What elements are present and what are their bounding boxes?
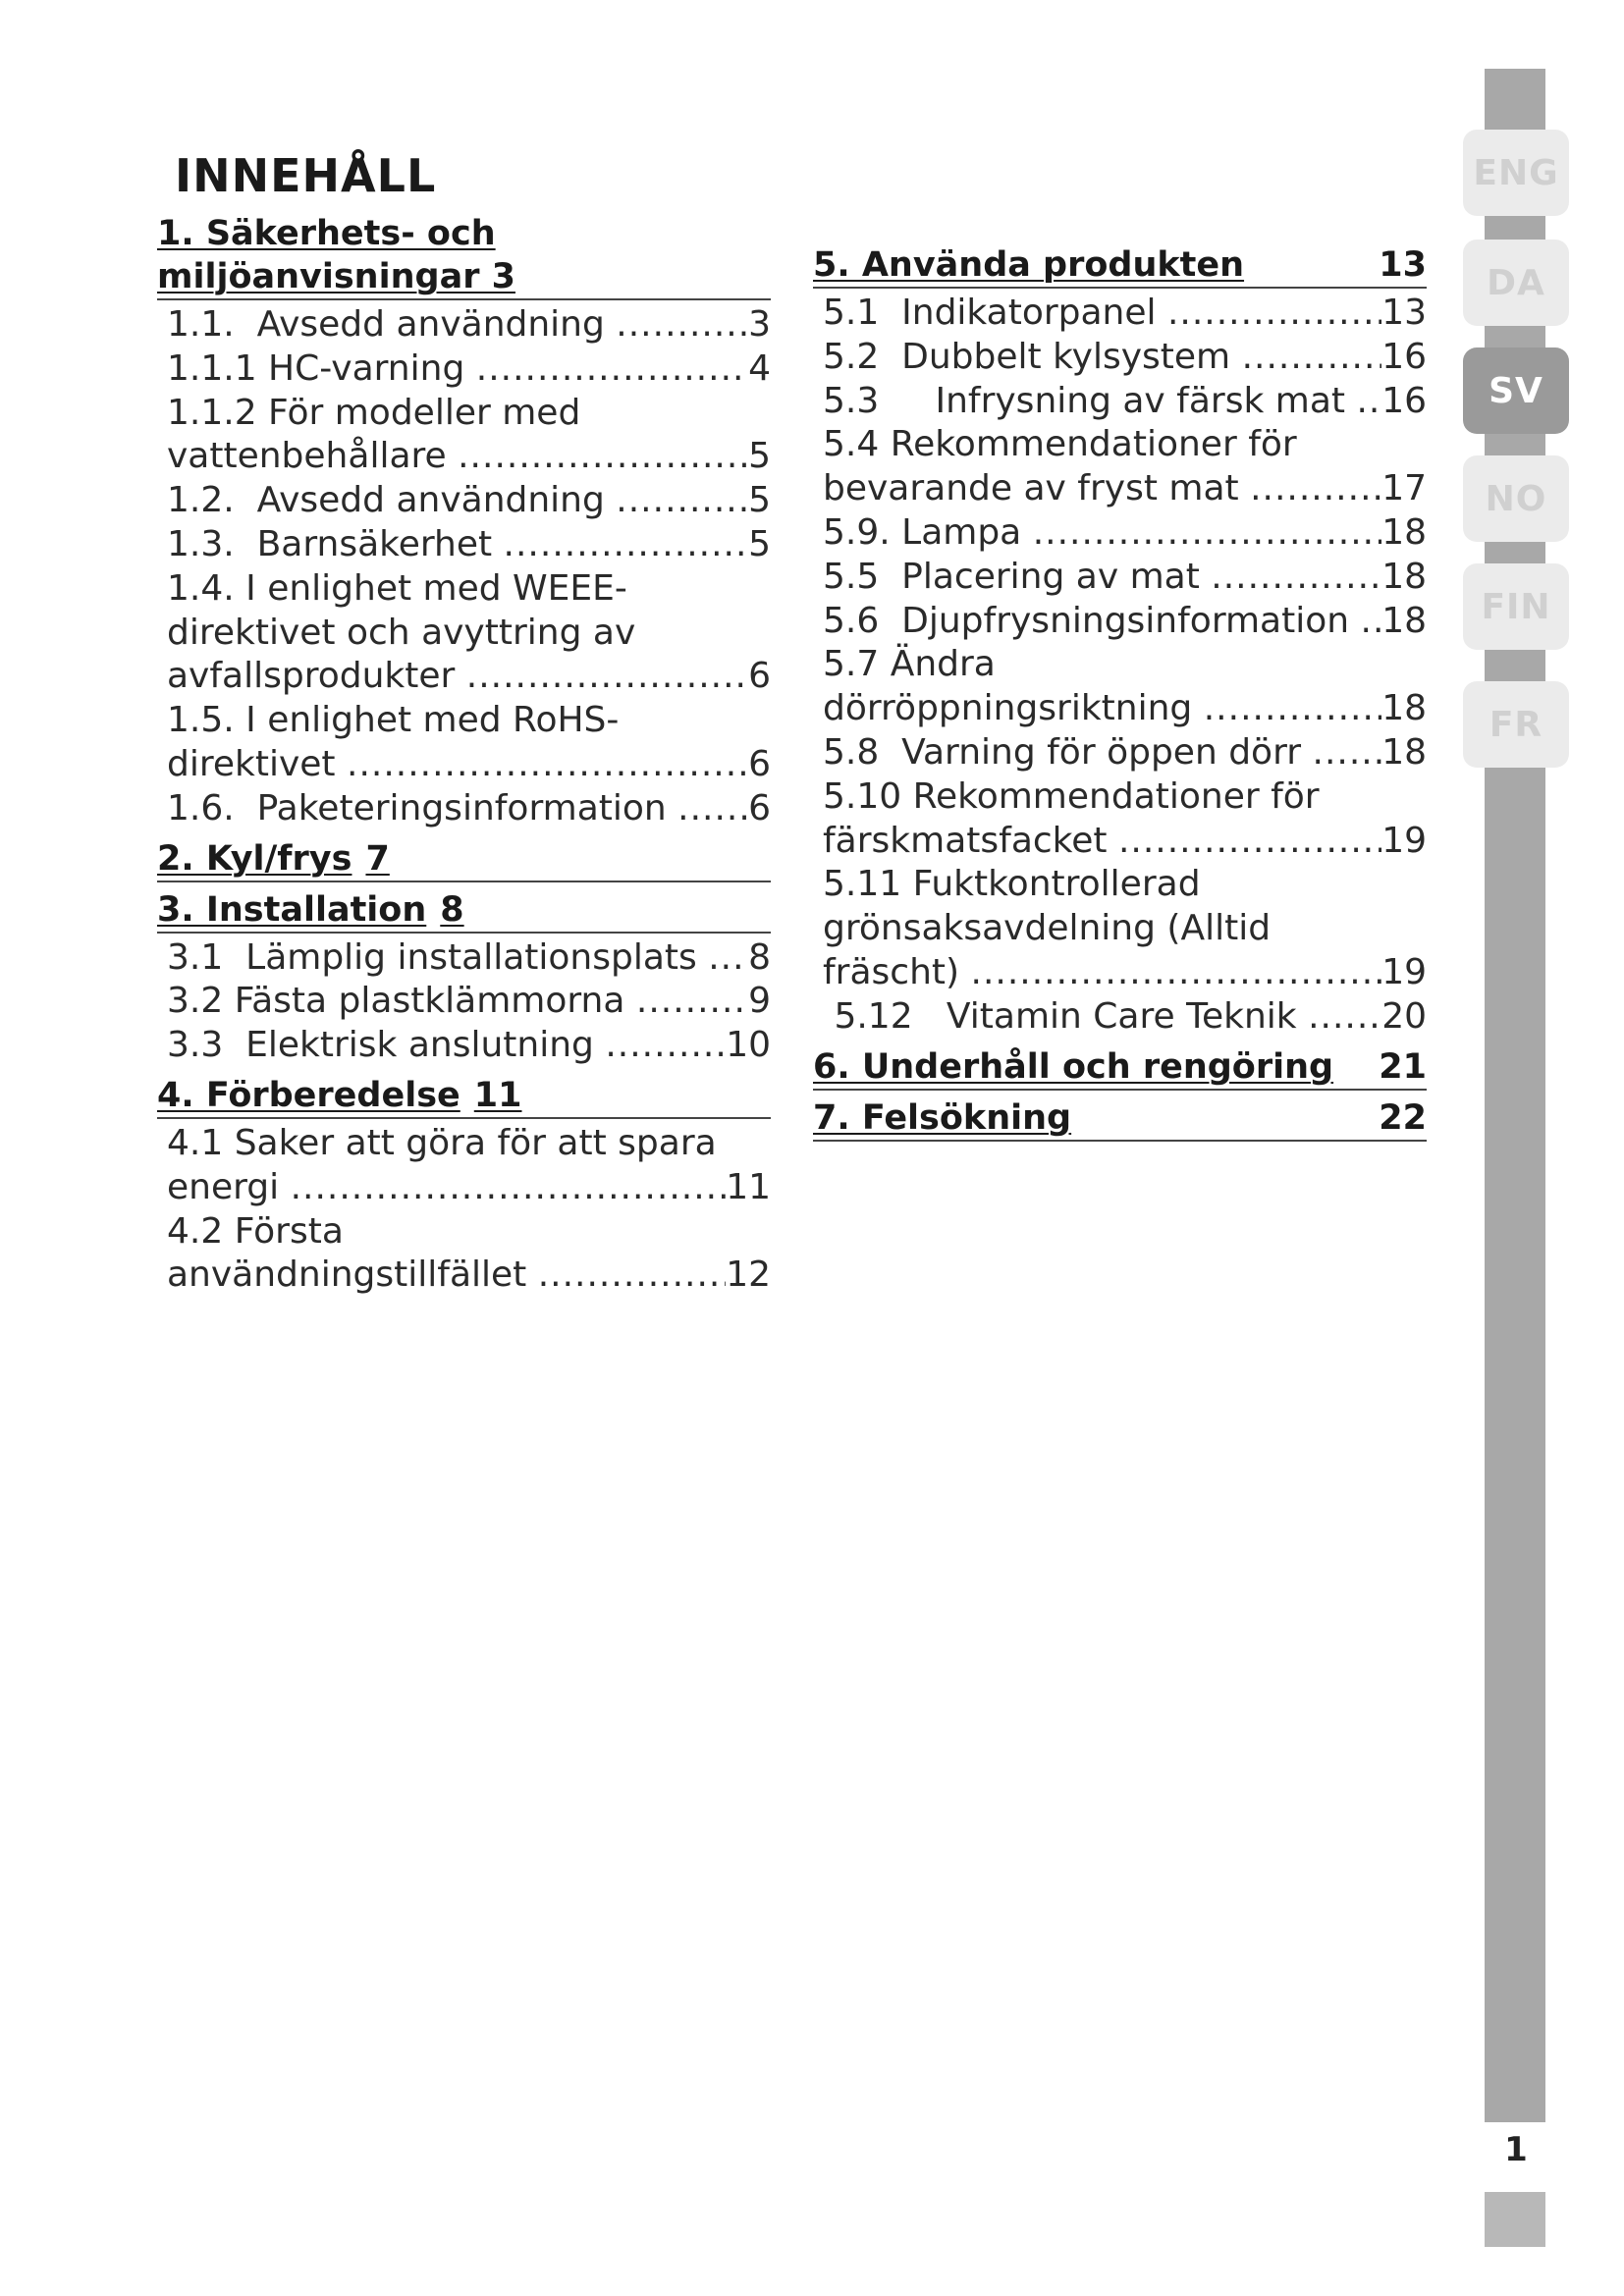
toc-entry[interactable] <box>157 392 771 480</box>
toc-entry-text: 4.2 Första <box>167 1210 344 1252</box>
toc-section-heading[interactable] <box>157 888 771 934</box>
toc-entry-page: 16 <box>1381 380 1427 421</box>
toc-entry-text: 5.1 Indikatorpanel <box>823 293 1167 333</box>
language-tab-fin[interactable]: FIN <box>1463 563 1569 650</box>
toc-entry[interactable] <box>157 1122 771 1210</box>
toc-entry-text: 1.1. Avsedd användning <box>167 304 617 345</box>
toc-entry[interactable] <box>157 787 771 831</box>
toc-section-heading[interactable] <box>157 837 771 882</box>
toc-entry-page: 9 <box>748 981 771 1022</box>
sidebar-bottom-block <box>1485 2192 1545 2247</box>
toc-entry-text: 3.2 Fästa plastklämmorna <box>167 981 636 1022</box>
toc-entry-text: 5.4 Rekommendationer för <box>823 424 1297 465</box>
toc-dot-leader <box>1033 511 1382 556</box>
page-title: INNEHÅLL <box>175 149 437 202</box>
toc-entry[interactable] <box>157 479 771 523</box>
toc-entry-text: 5.8 Varning för öppen dörr <box>823 731 1313 773</box>
toc-entry-page: 5 <box>748 523 771 564</box>
toc-entry-text: 3.1 Lämplig installationsplats <box>167 936 709 978</box>
toc-section-heading[interactable] <box>157 212 771 300</box>
toc-dot-leader <box>1242 336 1382 380</box>
toc-entry[interactable] <box>157 303 771 347</box>
toc-entry-page: 18 <box>1381 688 1427 729</box>
toc-entry-page: 5 <box>748 480 771 521</box>
toc-entry[interactable] <box>157 936 771 981</box>
toc-section-page: 13 <box>1379 245 1427 285</box>
toc-section-page: 7 <box>365 838 390 879</box>
toc-section-heading[interactable] <box>813 1096 1427 1142</box>
toc-dot-leader <box>1167 292 1381 336</box>
toc-entry-text: avfallsprodukter <box>167 656 466 697</box>
toc-entry[interactable] <box>813 380 1427 424</box>
toc-dot-leader <box>971 951 1382 995</box>
toc-entry-text: 5.11 Fuktkontrollerad <box>823 864 1201 905</box>
toc-dot-leader <box>708 936 748 981</box>
toc-entry-text: 1.2. Avsedd användning <box>167 480 617 521</box>
toc-entry-text: 1.5. I enlighet med RoHS- <box>167 700 620 741</box>
toc-section-title: 2. Kyl/frys <box>157 838 352 879</box>
toc-entry-text: 5.2 Dubbelt kylsystem <box>823 336 1242 377</box>
toc-entry[interactable] <box>157 980 771 1024</box>
toc-section-title: 3. Installation <box>157 889 427 930</box>
language-tab-fr[interactable]: FR <box>1463 681 1569 768</box>
toc-section-title-line: miljöanvisningar 3 <box>157 257 515 296</box>
toc-section-title: 6. Underhåll och rengöring <box>813 1046 1334 1087</box>
toc-entry-text: 1.4. I enlighet med WEEE- <box>167 567 627 609</box>
toc-dot-leader <box>466 655 748 699</box>
toc-dot-leader <box>677 787 748 831</box>
language-tab-eng[interactable]: ENG <box>1463 130 1569 216</box>
toc-entry-text: 3.3 Elektrisk anslutning <box>167 1025 606 1066</box>
toc-right-column <box>813 238 1427 1145</box>
toc-entry-page: 18 <box>1381 600 1427 641</box>
toc-entry-page: 17 <box>1381 468 1427 509</box>
toc-entry-text: 1.6. Paketeringsinformation <box>167 787 678 828</box>
toc-section-title: 7. Felsökning <box>813 1097 1072 1138</box>
toc-entry-text: fräscht) <box>823 951 971 992</box>
toc-entry[interactable] <box>813 556 1427 600</box>
toc-dot-leader <box>504 523 749 567</box>
toc-entry-page: 6 <box>748 743 771 784</box>
toc-entry-page: 13 <box>1381 293 1427 333</box>
toc-entry-text: direktivet <box>167 743 347 784</box>
toc-entry-page: 6 <box>748 787 771 828</box>
toc-left-column <box>157 212 771 1298</box>
toc-dot-leader <box>347 743 748 787</box>
toc-entry[interactable] <box>813 292 1427 336</box>
toc-entry-page: 11 <box>726 1166 771 1207</box>
toc-entry-text: bevarande av fryst mat <box>823 468 1251 509</box>
toc-dot-leader <box>1313 731 1382 775</box>
toc-entry[interactable] <box>813 643 1427 731</box>
toc-section-heading[interactable] <box>813 1045 1427 1091</box>
toc-entry[interactable] <box>157 567 771 699</box>
toc-section-page: 8 <box>440 889 464 930</box>
toc-entry-page: 19 <box>1381 820 1427 861</box>
toc-dot-leader <box>1204 687 1381 731</box>
toc-entry-page: 10 <box>726 1025 771 1066</box>
toc-entry-text: 5.5 Placering av mat <box>823 556 1212 597</box>
toc-dot-leader <box>605 1024 726 1068</box>
toc-entry[interactable] <box>157 1210 771 1299</box>
toc-entry-text: energi <box>167 1166 291 1207</box>
toc-dot-leader <box>616 479 748 523</box>
toc-dot-leader <box>476 347 748 392</box>
toc-entry[interactable] <box>157 1024 771 1068</box>
toc-entry-page: 4 <box>748 347 771 389</box>
language-tab-da[interactable]: DA <box>1463 240 1569 326</box>
toc-entry[interactable] <box>813 423 1427 511</box>
toc-entry-page: 3 <box>748 304 771 345</box>
toc-entry-text: användningstillfället <box>167 1255 538 1296</box>
page-number: 1 <box>1504 2130 1528 2169</box>
toc-entry-text: grönsaksavdelning (Alltid <box>823 908 1272 949</box>
toc-dot-leader <box>1308 995 1381 1040</box>
toc-section-page: 21 <box>1379 1046 1427 1087</box>
toc-entry[interactable] <box>813 600 1427 644</box>
toc-entry[interactable] <box>813 863 1427 994</box>
toc-entry-text: dörröppningsriktning <box>823 688 1204 729</box>
toc-entry[interactable] <box>157 347 771 392</box>
toc-dot-leader <box>538 1254 726 1298</box>
toc-dot-leader <box>1211 556 1381 600</box>
toc-entry-text: 5.7 Ändra <box>823 644 996 685</box>
toc-entry[interactable] <box>813 336 1427 380</box>
toc-entry-text: 5.6 Djupfrysningsinformation <box>823 600 1361 641</box>
toc-entry-text: vattenbehållare <box>167 436 459 477</box>
toc-entry-page: 5 <box>748 436 771 477</box>
toc-section-title-line: 1. Säkerhets- och <box>157 214 496 253</box>
toc-entry-text: 5.3 Infrysning av färsk mat <box>823 380 1357 421</box>
toc-section-page: 22 <box>1379 1097 1427 1138</box>
toc-dot-leader <box>458 435 748 479</box>
toc-entry[interactable] <box>157 699 771 787</box>
toc-dot-leader <box>636 980 748 1024</box>
toc-entry-page: 18 <box>1381 731 1427 773</box>
toc-dot-leader <box>1356 380 1381 424</box>
toc-section-title: 4. Förberedelse <box>157 1075 460 1115</box>
toc-entry-text: direktivet och avyttring av <box>167 612 636 653</box>
toc-entry-text: 5.9. Lampa <box>823 511 1033 553</box>
toc-dot-leader <box>291 1166 727 1210</box>
toc-entry[interactable] <box>813 731 1427 775</box>
toc-entry[interactable] <box>157 523 771 567</box>
toc-entry-page: 12 <box>726 1255 771 1296</box>
toc-entry-page: 8 <box>748 936 771 978</box>
toc-entry-page: 16 <box>1381 336 1427 377</box>
toc-entry-text: 1.1.2 För modeller med <box>167 392 581 433</box>
toc-entry[interactable] <box>813 511 1427 556</box>
toc-entry-text: 1.1.1 HC-varning <box>167 347 476 389</box>
toc-entry-page: 19 <box>1381 951 1427 992</box>
language-tab-sv[interactable]: SV <box>1463 347 1569 434</box>
toc-dot-leader <box>616 303 748 347</box>
toc-entry[interactable] <box>813 775 1427 864</box>
toc-dot-leader <box>1118 820 1381 864</box>
toc-entry-page: 18 <box>1381 556 1427 597</box>
toc-entry-page: 18 <box>1381 511 1427 553</box>
toc-section-page: 11 <box>473 1075 522 1115</box>
toc-dot-leader <box>1250 467 1381 511</box>
toc-section-title: 5. Använda produkten <box>813 245 1245 285</box>
toc-entry-text: 5.12 Vitamin Care Teknik <box>823 995 1309 1037</box>
toc-entry-text: färskmatsfacket <box>823 820 1118 861</box>
toc-entry-page: 20 <box>1381 995 1427 1037</box>
language-tab-no[interactable]: NO <box>1463 455 1569 542</box>
toc-section-heading[interactable] <box>813 243 1427 289</box>
toc-entry-text: 1.3. Barnsäkerhet <box>167 523 504 564</box>
toc-entry-text: 5.10 Rekommendationer för <box>823 775 1320 817</box>
toc-entry-page: 6 <box>748 656 771 697</box>
toc-dot-leader <box>1361 600 1382 644</box>
toc-entry-text: 4.1 Saker att göra för att spara <box>167 1122 717 1163</box>
toc-entry[interactable] <box>813 995 1427 1040</box>
toc-section-heading[interactable] <box>157 1074 771 1119</box>
